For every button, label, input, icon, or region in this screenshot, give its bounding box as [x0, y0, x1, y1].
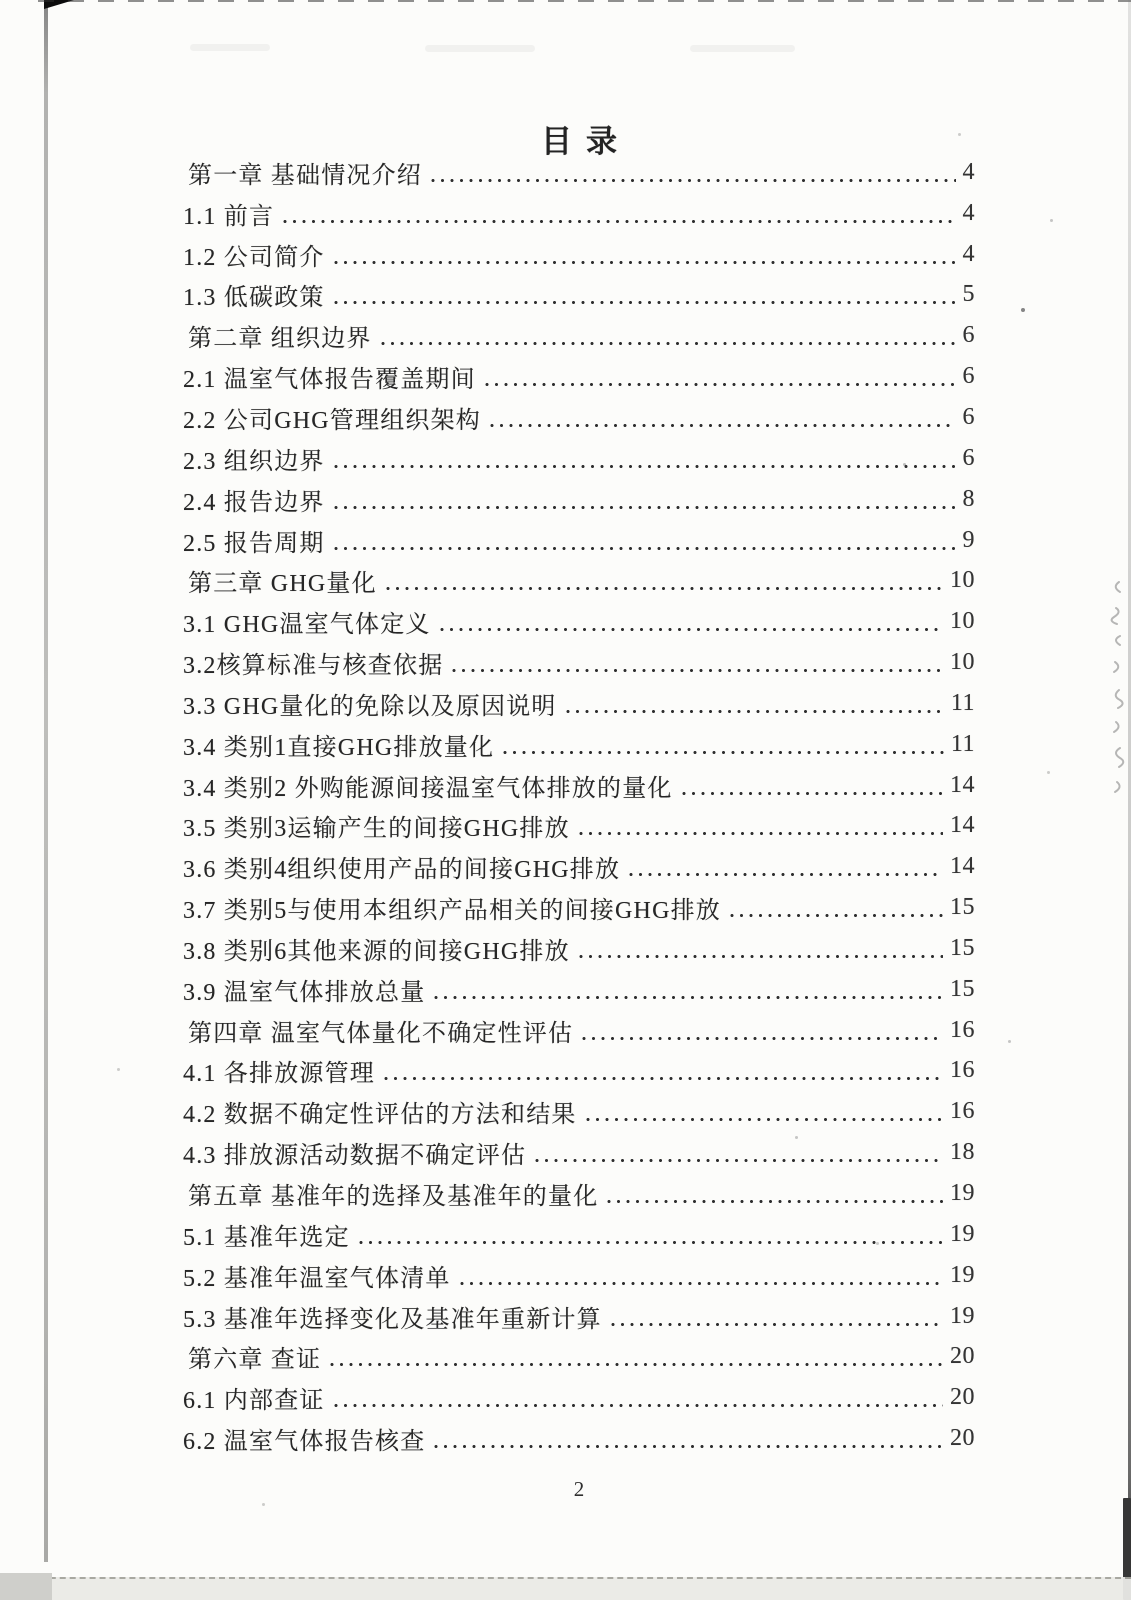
toc-entry-label: 2.1 温室气体报告覆盖期间 [183, 367, 476, 394]
dot-leader [434, 995, 943, 1000]
toc-entry-page: 14 [950, 771, 975, 798]
toc-entry-page: 14 [950, 853, 975, 880]
dot-leader [330, 1362, 943, 1367]
toc-entry-page: 6 [962, 363, 975, 390]
toc-entry-label: 2.5 报告周期 [183, 530, 325, 557]
toc-entry-page: 15 [950, 934, 975, 961]
toc-entry-label: 第四章 温室气体量化不确定性评估 [188, 1020, 574, 1047]
toc-entry-page: 15 [950, 894, 975, 921]
toc-entry-page: 10 [950, 608, 975, 635]
dot-leader [682, 791, 943, 796]
toc-entry [183, 1418, 975, 1459]
page-number: 2 [573, 1477, 585, 1501]
toc-entry-page: 16 [950, 1057, 975, 1084]
toc-entry-page: 15 [950, 975, 975, 1002]
toc-entry [183, 806, 975, 847]
toc-entry-label: 4.1 各排放源管理 [183, 1061, 375, 1088]
toc-entry-page: 19 [950, 1261, 975, 1288]
dot-leader [579, 954, 943, 959]
toc-entry [183, 1051, 975, 1092]
toc-entry-page: 4 [962, 240, 975, 267]
toc-entry-page: 14 [950, 812, 975, 839]
dot-leader [485, 382, 956, 387]
toc-entry-label: 5.1 基准年选定 [183, 1224, 350, 1251]
toc-entry [183, 193, 975, 234]
dot-leader [334, 1403, 943, 1408]
toc-entry [183, 887, 975, 928]
toc-entry [183, 1296, 975, 1337]
toc-entry [183, 356, 975, 397]
toc-entry-page: 9 [962, 526, 975, 553]
toc-entry-label: 1.2 公司简介 [183, 244, 325, 271]
dot-leader [452, 668, 943, 673]
margin-handwriting-marks [1086, 570, 1130, 820]
dot-leader [607, 1199, 943, 1204]
dot-leader [359, 1240, 943, 1245]
dot-leader [566, 709, 944, 714]
toc-entry-page: 4 [962, 158, 975, 185]
table-of-contents [183, 152, 975, 1459]
dot-leader [460, 1281, 943, 1286]
dot-leader [381, 341, 956, 346]
toc-entry-label: 第二章 组织边界 [188, 326, 372, 353]
page-content [183, 0, 975, 1600]
toc-entry-page: 19 [950, 1220, 975, 1247]
dot-leader [611, 1322, 943, 1327]
toc-entry [183, 642, 975, 683]
toc-entry [183, 724, 975, 765]
toc-entry [183, 479, 975, 520]
toc-entry [183, 275, 975, 316]
toc-entry-label: 2.3 组织边界 [183, 448, 325, 475]
toc-entry-page: 5 [962, 281, 975, 308]
toc-entry-page: 20 [950, 1343, 975, 1370]
toc-entry-label: 3.4 类别2 外购能源间接温室气体排放的量化 [183, 775, 673, 802]
toc-entry [183, 438, 975, 479]
toc-entry-label: 1.3 低碳政策 [183, 285, 325, 312]
toc-entry-page: 4 [962, 199, 975, 226]
toc-entry [183, 846, 975, 887]
toc-entry-label: 1.1 前言 [183, 203, 275, 230]
dot-leader [629, 872, 943, 877]
toc-entry [183, 1255, 975, 1296]
toc-entry-label: 6.1 内部查证 [183, 1388, 325, 1415]
toc-entry-page: 10 [950, 649, 975, 676]
toc-entry-label: 第三章 GHG量化 [188, 571, 377, 598]
toc-entry-label: 5.2 基准年温室气体清单 [183, 1265, 451, 1292]
toc-entry-label: 3.4 类别1直接GHG排放量化 [183, 734, 495, 761]
toc-entry [183, 1336, 975, 1377]
toc-entry-label: 3.1 GHG温室气体定义 [183, 612, 431, 639]
toc-entry-page: 6 [962, 403, 975, 430]
toc-entry [183, 234, 975, 275]
dot-leader [440, 627, 943, 632]
dot-leader [582, 1036, 943, 1041]
toc-entry [183, 315, 975, 356]
dot-leader [334, 260, 956, 265]
dot-leader [535, 1158, 943, 1163]
dot-leader [386, 586, 943, 591]
toc-entry [183, 560, 975, 601]
toc-entry-label: 第一章 基础情况介绍 [188, 162, 422, 189]
toc-entry [183, 1010, 975, 1051]
toc-entry-page: 19 [950, 1180, 975, 1207]
toc-entry-page: 20 [950, 1384, 975, 1411]
toc-entry-label: 5.3 基准年选择变化及基准年重新计算 [183, 1306, 602, 1333]
toc-entry [183, 969, 975, 1010]
toc-entry-label: 4.3 排放源活动数据不确定评估 [183, 1143, 527, 1170]
toc-entry [183, 765, 975, 806]
toc-entry-label: 3.5 类别3运输产生的间接GHG排放 [183, 816, 570, 843]
toc-entry-label: 3.2核算标准与核查依据 [183, 653, 444, 680]
toc-entry-label: 6.2 温室气体报告核查 [183, 1429, 426, 1456]
dot-leader [730, 913, 943, 918]
toc-entry [183, 397, 975, 438]
toc-entry-label: 3.9 温室气体排放总量 [183, 979, 426, 1006]
dot-leader [490, 423, 956, 428]
toc-entry-page: 19 [950, 1302, 975, 1329]
toc-entry-label: 2.4 报告边界 [183, 489, 325, 516]
toc-entry [183, 1214, 975, 1255]
toc-entry-page: 8 [962, 485, 975, 512]
toc-entry-page: 6 [962, 444, 975, 471]
toc-entry-label: 3.3 GHG量化的免除以及原因说明 [183, 693, 557, 720]
dot-leader [334, 546, 956, 551]
toc-entry [183, 1132, 975, 1173]
dot-leader [384, 1076, 943, 1081]
toc-entry-page: 18 [950, 1139, 975, 1166]
toc-entry [183, 1377, 975, 1418]
toc-entry-page: 16 [950, 1098, 975, 1125]
toc-entry [183, 683, 975, 724]
toc-entry-label: 第五章 基准年的选择及基准年的量化 [188, 1184, 599, 1211]
toc-entry-page: 11 [950, 730, 975, 757]
toc-entry [183, 152, 975, 193]
dot-leader [334, 300, 956, 305]
toc-entry-page: 10 [950, 567, 975, 594]
dot-leader [434, 1444, 943, 1449]
toc-entry-page: 6 [962, 322, 975, 349]
toc-entry [183, 520, 975, 561]
toc-entry-label: 4.2 数据不确定性评估的方法和结果 [183, 1102, 577, 1129]
toc-entry-page: 11 [950, 689, 975, 716]
toc-entry-label: 2.2 公司GHG管理组织架构 [183, 407, 481, 434]
dot-leader [503, 750, 944, 755]
toc-entry [183, 928, 975, 969]
scan-left-edge-line [44, 0, 48, 1562]
toc-entry-label: 3.7 类别5与使用本组织产品相关的间接GHG排放 [183, 898, 721, 925]
toc-entry-label: 第六章 查证 [188, 1347, 322, 1374]
dot-leader [283, 219, 955, 224]
dot-leader [579, 831, 943, 836]
toc-entry-page: 16 [950, 1016, 975, 1043]
toc-entry [183, 1091, 975, 1132]
toc-entry-label: 3.6 类别4组织使用产品的间接GHG排放 [183, 857, 621, 884]
toc-entry [183, 1173, 975, 1214]
toc-entry-page: 20 [950, 1425, 975, 1452]
dot-leader [586, 1117, 943, 1122]
dot-leader [431, 178, 956, 183]
dot-leader [334, 505, 956, 510]
toc-entry-label: 3.8 类别6其他来源的间接GHG排放 [183, 938, 570, 965]
scan-bottom-left-corner-mark [0, 1573, 52, 1600]
toc-entry [183, 601, 975, 642]
page-title: 目录 [541, 124, 631, 159]
dot-leader [334, 464, 956, 469]
